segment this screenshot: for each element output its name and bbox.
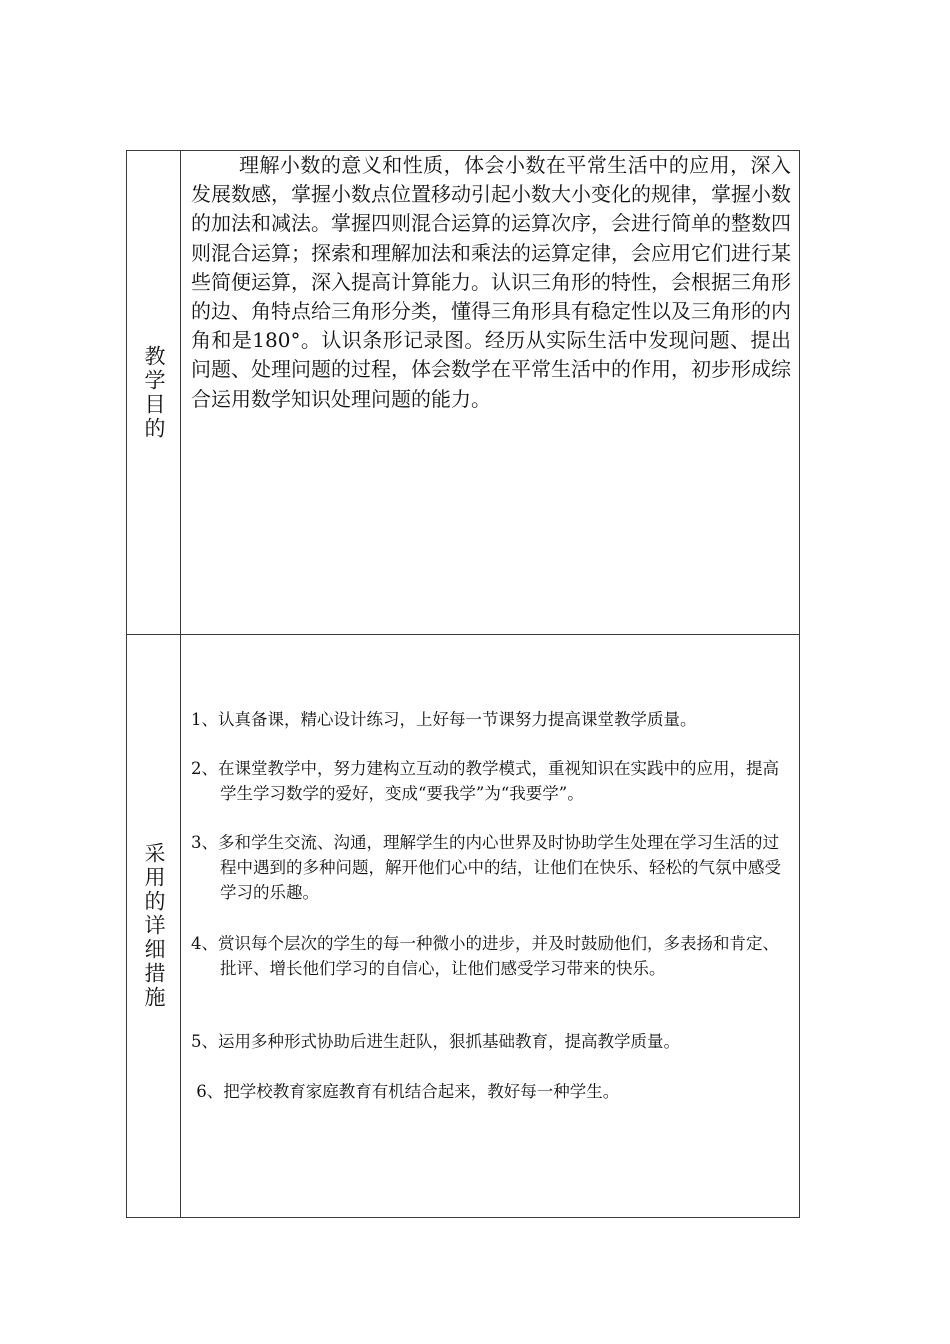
- measures-label: 采用的详细措施: [142, 842, 166, 1010]
- measure-item-6: 6、把学校教育家庭教育有机结合起来，教好每一种学生。: [191, 1082, 620, 1101]
- teaching-goals-label-cell: [127, 151, 181, 634]
- teaching-goals-label: 教学目的: [142, 344, 166, 441]
- measure-item-1: 1、认真备课，精心设计练习，上好每一节课努力提高课堂教学质量。: [191, 710, 697, 729]
- measure-item-3: 3、多和学生交流、沟通，理解学生的内心世界及时协助学生处理在学习生活的过程中遇到的多种问题，解开他们心中的结，让他们在快乐、轻松的气氛中感受学习的乐趣。: [191, 833, 781, 902]
- measure-item-4: 4、赏识每个层次的学生的每一种微小的进步，并及时鼓励他们，多表扬和肯定、批评、增长他们学习的自信心，让他们感受学习带来的快乐。: [191, 934, 779, 978]
- measures-row: [127, 635, 799, 1217]
- teaching-goals-text: 理解小数的意义和性质，体会小数在平常生活中的应用，深入发展数感，掌握小数点位置移动引起小数大小变化的规律，掌握小数的加法和减法。掌握四则混合运算的运算次序，会进行简单的整数四则混合运算；探索和理解加法和乘法的运算定律，会应用它们进行某些简便运算，深入提高计算能力。认识三角形的特性，会根据三角形的边、角特点给三角形分类，懂得三角形具有稳定性以及三角形的内角和是180°。认识条形记录图。经历从实际生活中发现问题、提出问题、处理问题的过程，体会数学在平常生活中的作用，初步形成综合运用数学知识处理问题的能力。: [191, 153, 791, 411]
- measure-item-5: 5、运用多种形式协助后进生赶队，狠抓基础教育，提高教学质量。: [191, 1032, 680, 1051]
- teaching-goals-row: [127, 151, 799, 635]
- measure-item-2: 2、在课堂教学中，努力建构立互动的教学模式，重视知识在实践中的应用，提高学生学习数学的爱好，变成“要我学”为“我要学”。: [191, 759, 779, 803]
- plan-table: [126, 150, 800, 1218]
- measures-content-cell: [181, 635, 799, 1217]
- measures-label-cell: [127, 635, 181, 1217]
- teaching-goals-content-cell: [181, 151, 799, 634]
